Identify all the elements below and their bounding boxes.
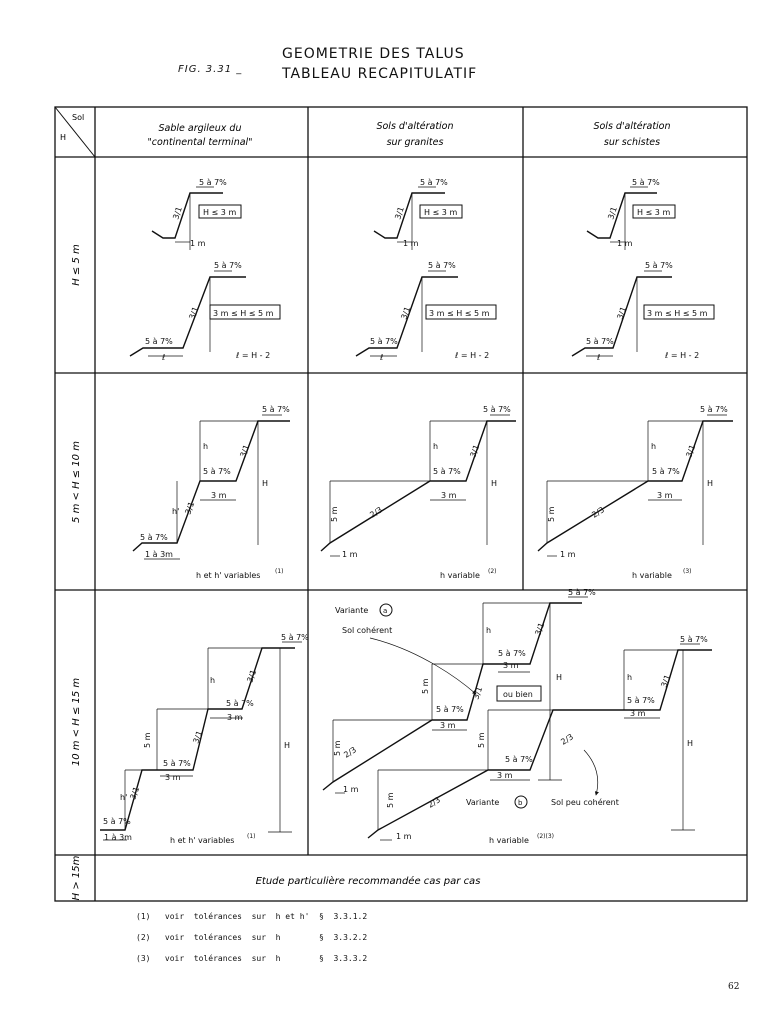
title-line-2: TABLEAU RECAPITULATIF xyxy=(282,66,478,82)
Hcap-r3va: H xyxy=(556,673,563,682)
hvar-r2c2: h variable xyxy=(440,571,480,580)
onem-r3va: 1 m xyxy=(343,785,359,794)
pct-r1c3-c: 5 à 7% xyxy=(586,337,614,346)
fivem-r2c3: 5 m xyxy=(547,506,556,522)
ratio-r1c1-b: 3/1 xyxy=(187,305,201,321)
col-header-3-line1: Sols d'altération xyxy=(593,121,671,132)
pct-r3c1-d: 5 à 7% xyxy=(103,817,131,826)
threem-r3c1-b: 3 m xyxy=(165,773,181,782)
box-h3-c2: H ≤ 3 m xyxy=(424,208,458,217)
ou-bien-text: ou bien xyxy=(503,690,533,699)
pct-r1c2-b: 5 à 7% xyxy=(428,261,456,270)
fivem-r3va-a: 5 m xyxy=(421,678,430,694)
onem-r2c2: 1 m xyxy=(342,550,358,559)
onem-r2c3: 1 m xyxy=(560,550,576,559)
box-h35-c3: 3 m ≤ H ≤ 5 m xyxy=(647,309,708,318)
threem-r3vb: 3 m xyxy=(630,709,646,718)
note1-r2c1: (1) xyxy=(275,568,284,575)
h-r3vb: h xyxy=(627,673,633,682)
ratio-r1c3-b: 3/1 xyxy=(615,305,629,321)
ratio-r2c2-a: 3/1 xyxy=(468,443,482,459)
ratio23-r3vb-b: 2/3 xyxy=(426,795,442,810)
threem-r3va: 3 m xyxy=(503,661,519,670)
lformula-c2: ℓ = H - 2 xyxy=(455,351,490,360)
row-header-2: 5 m < H ≤ 10 m xyxy=(71,441,82,523)
pct-r3c1-a: 5 à 7% xyxy=(281,633,309,642)
hhvar-r3c1: h et h' variables xyxy=(170,836,235,845)
l-r1c3: ℓ xyxy=(597,353,601,362)
hprime-r2c1: h' xyxy=(172,507,180,516)
figure-label: FIG. 3.31 _ xyxy=(178,64,243,75)
ratio-r1c2-a: 3/1 xyxy=(393,205,406,221)
ratio-r1c2-b: 3/1 xyxy=(399,305,413,321)
ratio-r3va-a: 3/1 xyxy=(533,621,547,637)
row3-diagrams xyxy=(100,603,712,838)
hhvar-r2c1: h et h' variables xyxy=(196,571,261,580)
note3-r2c3: (3) xyxy=(683,568,692,575)
last-row-text: Etude particulière recommandée cas par cas xyxy=(255,876,481,887)
note2-r2c2: (2) xyxy=(488,568,497,575)
pct-r2c3-a: 5 à 7% xyxy=(700,405,728,414)
ratio23-r2c3: 2/3 xyxy=(590,505,606,520)
fivem-r3vb-b: 5 m xyxy=(386,792,395,808)
pct-r2c2-a: 5 à 7% xyxy=(483,405,511,414)
h-r2c2: h xyxy=(433,442,439,451)
Hcap-r2c1: H xyxy=(262,479,269,488)
pct-r1c2-a: 5 à 7% xyxy=(420,178,448,187)
sol-coherent: Sol cohérent xyxy=(342,626,393,635)
col-header-1-line2: "continental terminal" xyxy=(147,137,253,148)
pct-r3va-a: 5 à 7% xyxy=(568,588,596,597)
pct-r1c1-c: 5 à 7% xyxy=(145,337,173,346)
row2-diagrams xyxy=(133,421,733,551)
pct-r3c1-c: 5 à 7% xyxy=(163,759,191,768)
row-header-4: H > 15m xyxy=(71,855,82,901)
footnote-2: (2) voir tolérances sur h § 3.3.2.2 xyxy=(136,933,368,942)
h-r3va: h xyxy=(486,626,492,635)
note1-r3c1: (1) xyxy=(247,833,256,840)
threem-r3vb-b: 3 m xyxy=(497,771,513,780)
corner-sol: Sol xyxy=(72,113,85,122)
fivem-r3vb-a: 5 m xyxy=(477,732,486,748)
Hcap-r2c2: H xyxy=(491,479,498,488)
ratio-r1c1-a: 3/1 xyxy=(171,205,184,221)
onem-r1c2: 1 m xyxy=(403,239,419,248)
pct-r1c1-b: 5 à 7% xyxy=(214,261,242,270)
onethree-r3c1: 1 à 3m xyxy=(104,833,132,842)
box-h35-c2: 3 m ≤ H ≤ 5 m xyxy=(429,309,490,318)
box-h3-c3: H ≤ 3 m xyxy=(637,208,671,217)
ratio-r2c1-a: 3/1 xyxy=(238,443,252,459)
pct-r3vb-b: 5 à 7% xyxy=(627,696,655,705)
onem-r1c3: 1 m xyxy=(617,239,633,248)
ratio-r3c1-c: 3/1 xyxy=(128,785,142,801)
h-r2c3: h xyxy=(651,442,657,451)
threem-r2c1: 3 m xyxy=(211,491,227,500)
ratio23-r3vb-a: 2/3 xyxy=(559,732,575,747)
footnote-3: (3) voir tolérances sur h § 3.3.3.2 xyxy=(136,954,368,963)
hvar-r2c3: h variable xyxy=(632,571,672,580)
threem-r3c1-a: 3 m xyxy=(227,713,243,722)
pct-r2c1-c: 5 à 7% xyxy=(140,533,168,542)
ratio-r1c3-a: 3/1 xyxy=(606,205,619,221)
fivem-r2c2: 5 m xyxy=(330,506,339,522)
ratio-r3c1-a: 3/1 xyxy=(245,668,259,684)
hvar-r3: h variable xyxy=(489,836,529,845)
lformula-c1: ℓ = H - 2 xyxy=(236,351,271,360)
h-r3c1: h xyxy=(210,676,216,685)
threem-r2c2: 3 m xyxy=(441,491,457,500)
page-number: 62 xyxy=(728,982,740,992)
variante-b-label: Variante xyxy=(466,798,500,807)
hprime-r3c1: h' xyxy=(120,793,128,802)
l-r1c1: ℓ xyxy=(162,353,166,362)
col-header-3-line2: sur schistes xyxy=(603,137,661,148)
pct-r2c2-b: 5 à 7% xyxy=(433,467,461,476)
onem-r3vb: 1 m xyxy=(396,832,412,841)
threem-r3va-b: 3 m xyxy=(440,721,456,730)
col-header-2-line1: Sols d'altération xyxy=(376,121,454,132)
note23-r3: (2)(3) xyxy=(537,833,554,840)
lformula-c3: ℓ = H - 2 xyxy=(665,351,700,360)
pct-r1c3-b: 5 à 7% xyxy=(645,261,673,270)
row-header-3: 10 m < H ≤ 15 m xyxy=(71,677,82,767)
box-h35-c1: 3 m ≤ H ≤ 5 m xyxy=(213,309,274,318)
pct-r2c1-a: 5 à 7% xyxy=(262,405,290,414)
row-header-1: H ≤ 5 m xyxy=(71,244,82,286)
corner-h: H xyxy=(60,133,67,142)
pct-r2c3-b: 5 à 7% xyxy=(652,467,680,476)
pct-r3vb-c: 5 à 7% xyxy=(505,755,533,764)
h-r2c1: h xyxy=(203,442,209,451)
ratio-r3va-b: 3/1 xyxy=(471,685,485,701)
Hcap-r2c3: H xyxy=(707,479,714,488)
footnote-1: (1) voir tolérances sur h et h' § 3.3.1.2 xyxy=(136,912,368,921)
variante-a-mark: a xyxy=(383,607,388,615)
pct-r3vb-a: 5 à 7% xyxy=(680,635,708,644)
onethree-r2c1: 1 à 3m xyxy=(145,550,173,559)
variante-b-mark: b xyxy=(518,799,523,807)
pct-r1c2-c: 5 à 7% xyxy=(370,337,398,346)
ratio-r3vb-a: 3/1 xyxy=(659,673,673,689)
pct-r1c1-a: 5 à 7% xyxy=(199,178,227,187)
pct-r3va-b: 5 à 7% xyxy=(498,649,526,658)
profile-r3-variant-b xyxy=(368,650,712,838)
profile-r2c3 xyxy=(538,421,733,551)
threem-r2c3: 3 m xyxy=(657,491,673,500)
sol-peu-coherent: Sol peu cohérent xyxy=(551,798,619,807)
ratio-r2c3-a: 3/1 xyxy=(684,443,698,459)
onem-r1c1: 1 m xyxy=(190,239,206,248)
ratio23-r3va: 2/3 xyxy=(342,745,358,760)
title-line-1: GEOMETRIE DES TALUS xyxy=(282,46,465,62)
Hcap-r3c1: H xyxy=(284,741,291,750)
variante-a-label: Variante xyxy=(335,606,369,615)
pct-r3c1-b: 5 à 7% xyxy=(226,699,254,708)
col-header-2-line2: sur granites xyxy=(386,137,444,148)
pct-r2c1-b: 5 à 7% xyxy=(203,467,231,476)
l-r1c2: ℓ xyxy=(380,353,384,362)
fivem-r3c1: 5 m xyxy=(143,732,152,748)
fivem-r3va-b: 5 m xyxy=(333,740,342,756)
Hcap-r3vb: H xyxy=(687,739,694,748)
ratio-r2c1-b: 3/1 xyxy=(183,500,197,516)
col-header-1-line1: Sable argileux du xyxy=(158,123,242,134)
pct-r3va-c: 5 à 7% xyxy=(436,705,464,714)
box-h3-c1: H ≤ 3 m xyxy=(203,208,237,217)
pct-r1c3-a: 5 à 7% xyxy=(632,178,660,187)
ratio-r3c1-b: 3/1 xyxy=(191,729,205,745)
ratio23-r2c2: 2/3 xyxy=(368,505,384,520)
